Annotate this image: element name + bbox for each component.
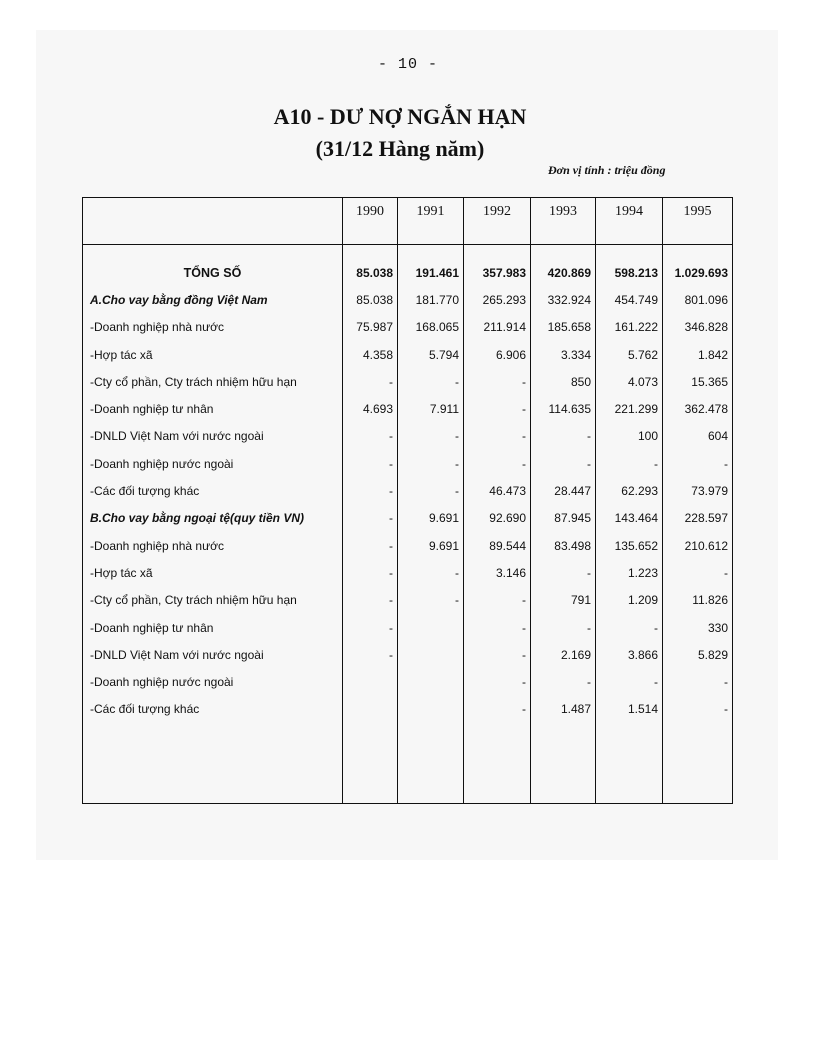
value-cell: 2.169 bbox=[531, 641, 596, 668]
row-label: -Doanh nghiệp tư nhân bbox=[83, 614, 343, 641]
row-label: -Các đối tượng khác bbox=[83, 696, 343, 723]
table-row bbox=[83, 395, 733, 422]
value-cell: 87.945 bbox=[531, 505, 596, 532]
row-label: A.Cho vay bằng đồng Việt Nam bbox=[83, 286, 343, 313]
value-cell: - bbox=[343, 477, 398, 504]
section-row bbox=[83, 505, 733, 532]
value-cell: - bbox=[343, 505, 398, 532]
value-cell: 75.987 bbox=[343, 314, 398, 341]
header-cell-year: 1991 bbox=[398, 198, 464, 245]
value-cell: 362.478 bbox=[663, 395, 733, 422]
value-cell: - bbox=[343, 587, 398, 614]
value-cell: 357.983 bbox=[464, 259, 531, 286]
table-row bbox=[83, 450, 733, 477]
value-cell: 850 bbox=[531, 368, 596, 395]
row-label: -Doanh nghiệp nhà nước bbox=[83, 314, 343, 341]
value-cell: - bbox=[464, 423, 531, 450]
value-cell: - bbox=[398, 477, 464, 504]
value-cell: - bbox=[596, 668, 663, 695]
value-cell: - bbox=[596, 614, 663, 641]
value-cell bbox=[343, 696, 398, 723]
value-cell: 228.597 bbox=[663, 505, 733, 532]
table-row bbox=[83, 423, 733, 450]
row-label: -Cty cổ phần, Cty trách nhiệm hữu hạn bbox=[83, 587, 343, 614]
short-term-debt-table bbox=[82, 197, 733, 804]
value-cell: 221.299 bbox=[596, 395, 663, 422]
table-header-row bbox=[83, 198, 733, 245]
value-cell: 135.652 bbox=[596, 532, 663, 559]
value-cell: 5.794 bbox=[398, 341, 464, 368]
value-cell: 1.029.693 bbox=[663, 259, 733, 286]
row-label: -Hợp tác xã bbox=[83, 341, 343, 368]
value-cell bbox=[398, 614, 464, 641]
total-row bbox=[83, 259, 733, 286]
value-cell: 330 bbox=[663, 614, 733, 641]
value-cell: - bbox=[343, 532, 398, 559]
row-label: B.Cho vay bằng ngoại tệ(quy tiền VN) bbox=[83, 505, 343, 532]
value-cell: - bbox=[398, 587, 464, 614]
row-label: -Cty cổ phần, Cty trách nhiệm hữu hạn bbox=[83, 368, 343, 395]
value-cell bbox=[343, 668, 398, 695]
value-cell: 1.842 bbox=[663, 341, 733, 368]
value-cell bbox=[398, 668, 464, 695]
value-cell: - bbox=[663, 450, 733, 477]
value-cell: - bbox=[531, 423, 596, 450]
value-cell: 143.464 bbox=[596, 505, 663, 532]
filler-row bbox=[83, 723, 733, 804]
value-cell: - bbox=[464, 696, 531, 723]
value-cell: - bbox=[531, 614, 596, 641]
value-cell: - bbox=[343, 368, 398, 395]
row-label: -Doanh nghiệp nhà nước bbox=[83, 532, 343, 559]
row-label: -Doanh nghiệp tư nhân bbox=[83, 395, 343, 422]
value-cell: - bbox=[464, 450, 531, 477]
value-cell: - bbox=[464, 641, 531, 668]
row-label: -DNLD Việt Nam với nước ngoài bbox=[83, 641, 343, 668]
unit-note: Đơn vị tính : triệu đồng bbox=[548, 163, 666, 177]
table-row bbox=[83, 641, 733, 668]
value-cell: - bbox=[464, 395, 531, 422]
table-row bbox=[83, 368, 733, 395]
value-cell: 191.461 bbox=[398, 259, 464, 286]
value-cell: 1.223 bbox=[596, 559, 663, 586]
value-cell: - bbox=[531, 559, 596, 586]
value-cell: 100 bbox=[596, 423, 663, 450]
value-cell: 168.065 bbox=[398, 314, 464, 341]
value-cell: 211.914 bbox=[464, 314, 531, 341]
table-row bbox=[83, 477, 733, 504]
value-cell: 346.828 bbox=[663, 314, 733, 341]
value-cell: - bbox=[464, 614, 531, 641]
value-cell: - bbox=[531, 450, 596, 477]
value-cell: 1.514 bbox=[596, 696, 663, 723]
row-label: -Các đối tượng khác bbox=[83, 477, 343, 504]
value-cell: 28.447 bbox=[531, 477, 596, 504]
value-cell: 114.635 bbox=[531, 395, 596, 422]
value-cell: 9.691 bbox=[398, 505, 464, 532]
value-cell: 161.222 bbox=[596, 314, 663, 341]
value-cell: - bbox=[398, 559, 464, 586]
value-cell: 9.691 bbox=[398, 532, 464, 559]
table-row bbox=[83, 532, 733, 559]
header-cell-year: 1990 bbox=[343, 198, 398, 245]
value-cell: 46.473 bbox=[464, 477, 531, 504]
value-cell: - bbox=[663, 559, 733, 586]
table-body bbox=[83, 245, 733, 804]
value-cell: 4.073 bbox=[596, 368, 663, 395]
value-cell: - bbox=[663, 696, 733, 723]
value-cell: 4.693 bbox=[343, 395, 398, 422]
value-cell: - bbox=[398, 450, 464, 477]
value-cell: - bbox=[343, 559, 398, 586]
row-label: -Doanh nghiệp nước ngoài bbox=[83, 450, 343, 477]
value-cell: 332.924 bbox=[531, 286, 596, 313]
value-cell: 420.869 bbox=[531, 259, 596, 286]
value-cell: 454.749 bbox=[596, 286, 663, 313]
value-cell: 5.762 bbox=[596, 341, 663, 368]
table-row bbox=[83, 587, 733, 614]
value-cell: 6.906 bbox=[464, 341, 531, 368]
value-cell: - bbox=[343, 450, 398, 477]
table-row bbox=[83, 614, 733, 641]
row-label: -Doanh nghiệp nước ngoài bbox=[83, 668, 343, 695]
value-cell: 1.209 bbox=[596, 587, 663, 614]
value-cell: 4.358 bbox=[343, 341, 398, 368]
value-cell: 5.829 bbox=[663, 641, 733, 668]
table-row bbox=[83, 668, 733, 695]
value-cell: - bbox=[398, 368, 464, 395]
row-label: -DNLD Việt Nam với nước ngoài bbox=[83, 423, 343, 450]
value-cell: - bbox=[531, 668, 596, 695]
row-label: -Hợp tác xã bbox=[83, 559, 343, 586]
value-cell: 73.979 bbox=[663, 477, 733, 504]
row-label: TỔNG SỐ bbox=[83, 259, 343, 286]
value-cell: 181.770 bbox=[398, 286, 464, 313]
value-cell: 185.658 bbox=[531, 314, 596, 341]
value-cell: 89.544 bbox=[464, 532, 531, 559]
value-cell: 85.038 bbox=[343, 286, 398, 313]
value-cell: 3.334 bbox=[531, 341, 596, 368]
value-cell: 15.365 bbox=[663, 368, 733, 395]
page-number: - 10 - bbox=[377, 56, 438, 73]
value-cell: 3.866 bbox=[596, 641, 663, 668]
header-cell-year: 1993 bbox=[531, 198, 596, 245]
header-cell-year: 1994 bbox=[596, 198, 663, 245]
value-cell: 598.213 bbox=[596, 259, 663, 286]
value-cell: 265.293 bbox=[464, 286, 531, 313]
value-cell: 791 bbox=[531, 587, 596, 614]
value-cell: - bbox=[398, 423, 464, 450]
value-cell: 1.487 bbox=[531, 696, 596, 723]
value-cell: - bbox=[464, 668, 531, 695]
value-cell: 801.096 bbox=[663, 286, 733, 313]
value-cell: - bbox=[596, 450, 663, 477]
header-cell-year: 1992 bbox=[464, 198, 531, 245]
value-cell bbox=[398, 696, 464, 723]
spacer-row bbox=[83, 245, 733, 260]
value-cell: 3.146 bbox=[464, 559, 531, 586]
section-row bbox=[83, 286, 733, 313]
value-cell: 85.038 bbox=[343, 259, 398, 286]
value-cell: - bbox=[663, 668, 733, 695]
value-cell: 92.690 bbox=[464, 505, 531, 532]
value-cell: 62.293 bbox=[596, 477, 663, 504]
page-title: A10 - DƯ NỢ NGẮN HẠN bbox=[273, 104, 527, 129]
value-cell: - bbox=[343, 641, 398, 668]
table-row bbox=[83, 341, 733, 368]
header-cell-label bbox=[83, 198, 343, 245]
page-subtitle: (31/12 Hàng năm) bbox=[315, 136, 485, 161]
value-cell: 7.911 bbox=[398, 395, 464, 422]
value-cell: - bbox=[343, 614, 398, 641]
value-cell: 210.612 bbox=[663, 532, 733, 559]
value-cell: 604 bbox=[663, 423, 733, 450]
table-row bbox=[83, 559, 733, 586]
value-cell: - bbox=[464, 368, 531, 395]
value-cell: - bbox=[343, 423, 398, 450]
value-cell: 11.826 bbox=[663, 587, 733, 614]
table-row bbox=[83, 696, 733, 723]
value-cell: 83.498 bbox=[531, 532, 596, 559]
value-cell bbox=[398, 641, 464, 668]
header-cell-year: 1995 bbox=[663, 198, 733, 245]
value-cell: - bbox=[464, 587, 531, 614]
table-row bbox=[83, 314, 733, 341]
